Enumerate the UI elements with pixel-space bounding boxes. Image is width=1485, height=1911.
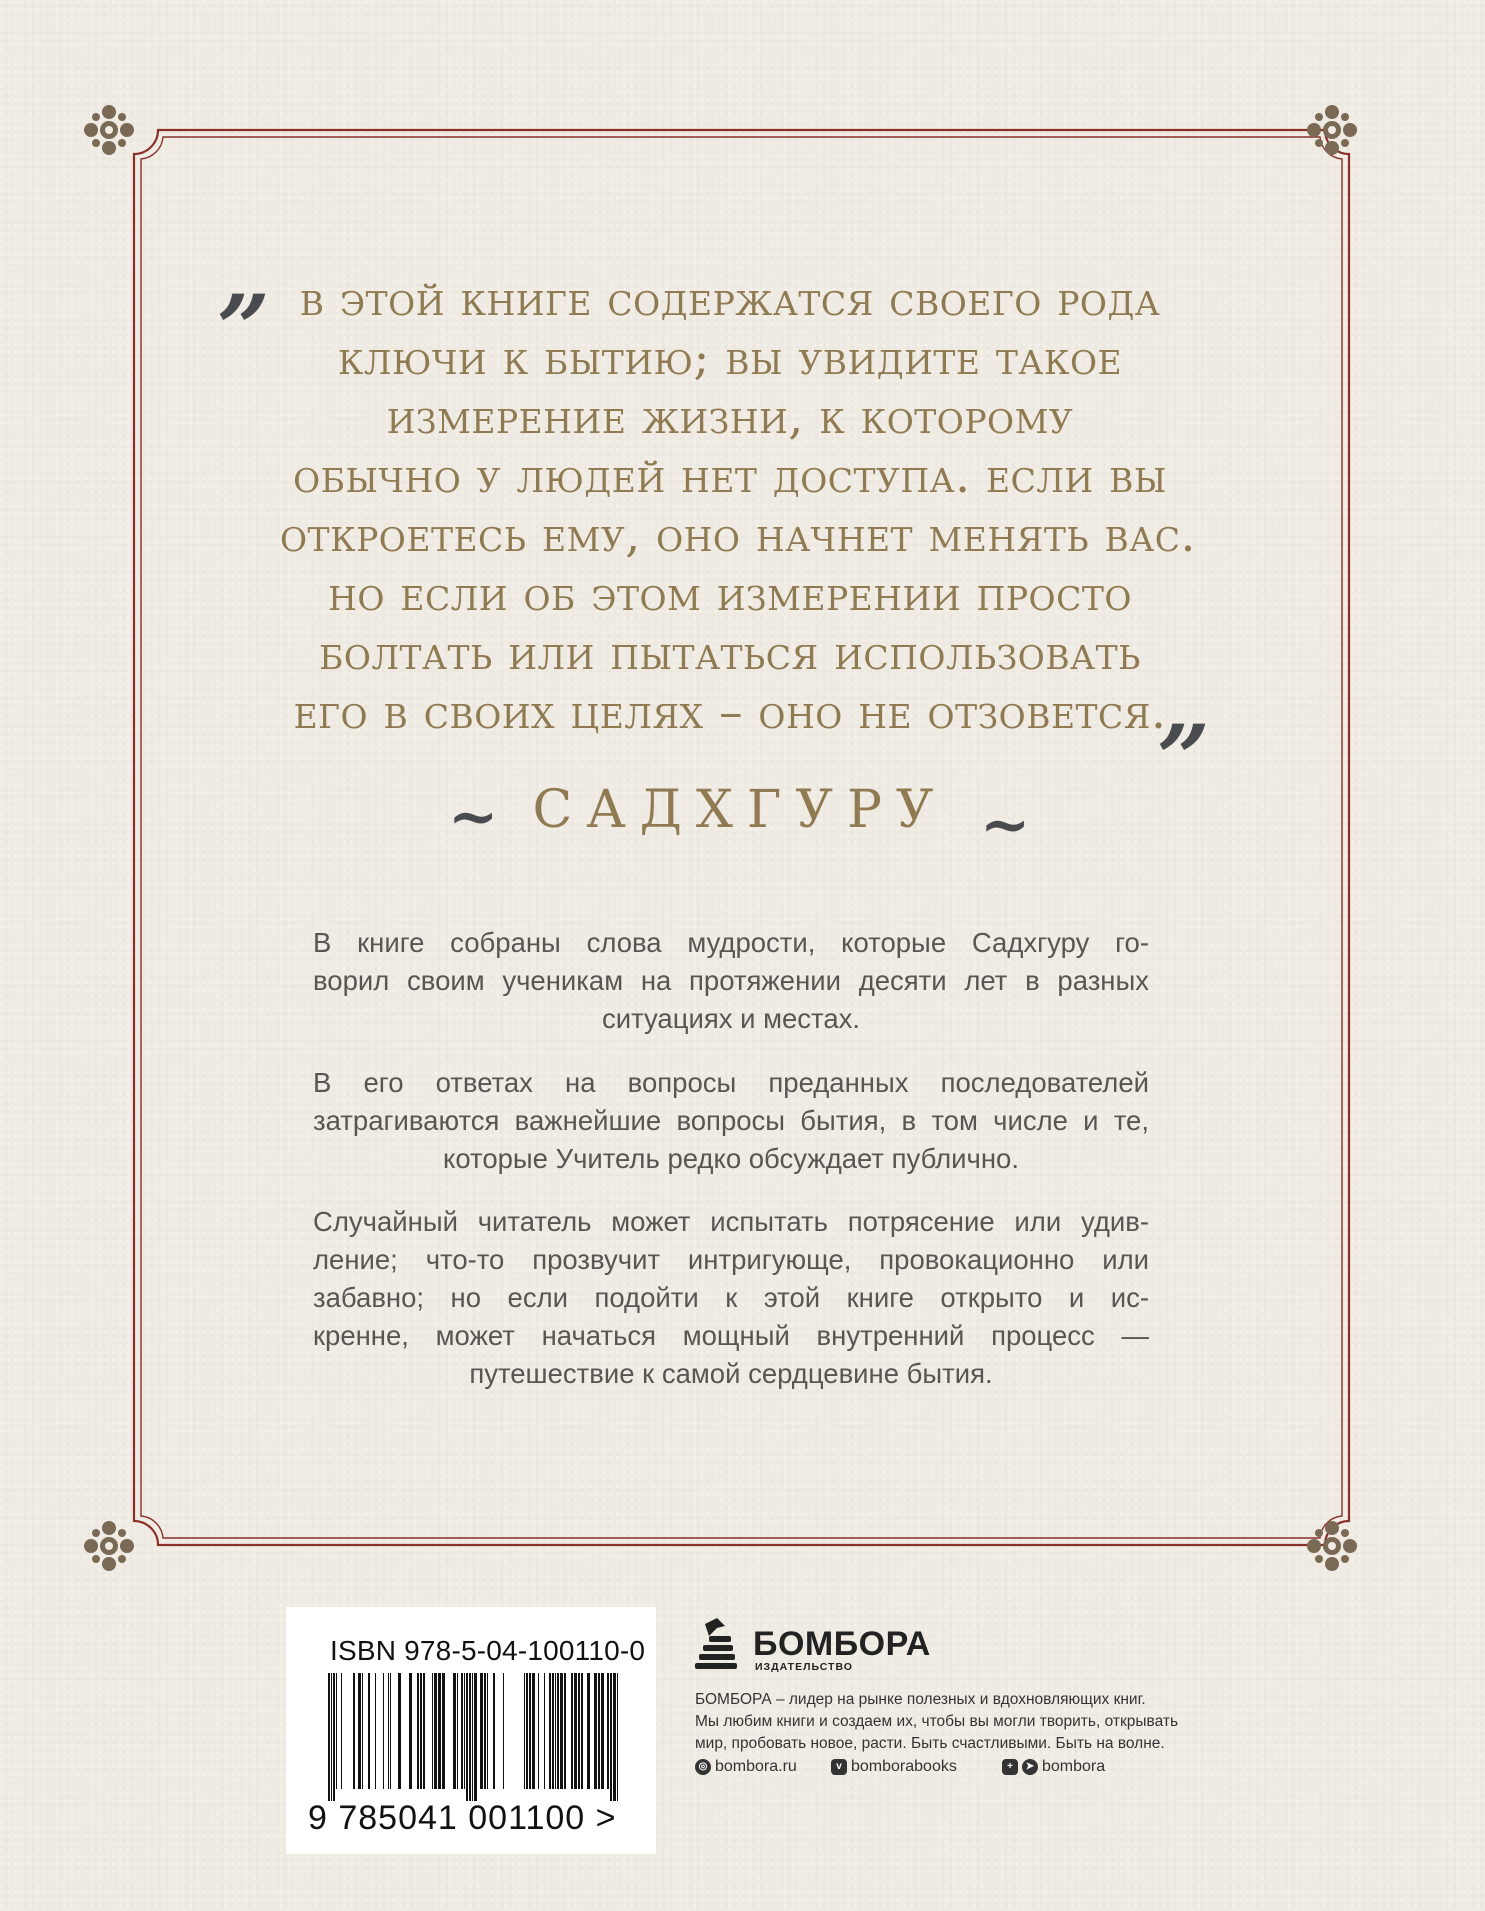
barcode-bar <box>587 1673 590 1789</box>
barcode-bar <box>560 1673 563 1789</box>
quote-line: в этой книге содержатся своего рода <box>299 272 1161 327</box>
barcode-bar <box>549 1673 551 1789</box>
vk-link[interactable] <box>831 1758 957 1776</box>
globe-icon: ◎ <box>695 1759 711 1775</box>
publisher-description <box>695 1689 1255 1755</box>
publisher-description-line: мир, пробовать новое, расти. Быть счастливыми. Быть на волне. <box>695 1735 1165 1752</box>
quote-line: болтать или пытаться использовать <box>319 626 1141 681</box>
left-tilde-ornament: ~ <box>448 782 499 852</box>
paragraph-line: кренне, может начаться мощный внутренний процесс — <box>313 1320 1149 1351</box>
barcode-bar <box>368 1673 370 1789</box>
barcode-bar <box>594 1673 597 1789</box>
right-tilde-ornament: ~ <box>980 790 1031 860</box>
barcode-bar <box>532 1673 535 1789</box>
telegram-icon: ➤ <box>1022 1759 1038 1775</box>
barcode-bar <box>375 1673 376 1789</box>
corner-ornament-bottom-right <box>1306 1520 1358 1572</box>
publisher-logo-icon <box>695 1614 749 1676</box>
quote-line: измерение жизни, к которому <box>386 390 1074 445</box>
corner-ornament-bottom-left <box>83 1520 135 1572</box>
barcode-bar <box>557 1673 559 1789</box>
barcode-bar <box>484 1673 486 1789</box>
barcode-bar <box>578 1673 580 1789</box>
barcode-bar <box>438 1673 441 1789</box>
barcode-bar <box>574 1673 577 1789</box>
paragraph-line: путешествие к самой сердцевине бытия. <box>469 1358 993 1389</box>
barcode-bar <box>398 1673 401 1789</box>
paragraph-line: забавно; но если подойти к этой книге открыто и ис- <box>313 1282 1149 1313</box>
publisher-description-line: Мы любим книги и создаем их, чтобы вы могли творить, открывать <box>695 1713 1179 1730</box>
barcode-bar <box>328 1673 330 1801</box>
barcode-bar <box>409 1673 412 1789</box>
barcode-bar <box>423 1673 425 1789</box>
corner-ornament-top-left <box>83 104 135 156</box>
barcode-bar <box>390 1673 391 1789</box>
website-link[interactable] <box>695 1758 797 1776</box>
barcode-bar <box>336 1673 337 1789</box>
barcode-bar <box>358 1673 361 1789</box>
barcode-bar <box>434 1673 437 1789</box>
description-paragraph <box>313 924 1149 1038</box>
publisher-subtitle: ИЗДАТЕЛЬСТВО <box>755 1661 853 1673</box>
barcode-bar <box>571 1673 573 1789</box>
barcode-bar <box>564 1673 566 1789</box>
barcode-bar <box>555 1673 556 1789</box>
isbn-number: ISBN 978-5-04-100110-0 <box>330 1635 646 1666</box>
close-quote-mark: „ <box>1153 652 1230 760</box>
corner-ornament-top-right <box>1306 104 1358 156</box>
quote-line: обычно у людей нет доступа. если вы <box>293 449 1167 504</box>
description-paragraph <box>313 1064 1149 1178</box>
barcode-bar <box>472 1673 473 1801</box>
barcode-bar <box>544 1673 545 1789</box>
barcode-bar <box>503 1673 504 1789</box>
barcode-bar <box>432 1673 433 1789</box>
barcode-bar <box>466 1673 468 1801</box>
barcode-bar <box>601 1673 604 1789</box>
barcode-bar <box>420 1673 422 1789</box>
website-link-text: bombora.ru <box>715 1758 797 1775</box>
barcode-bar <box>610 1673 612 1801</box>
barcode-bar <box>442 1673 445 1789</box>
paragraph-line: ление; что-то прозвучит интригующе, провокационно или <box>313 1244 1149 1275</box>
barcode-bar <box>341 1673 342 1789</box>
publisher-name: БОМБОРА <box>753 1625 931 1663</box>
epigraph-quote <box>280 270 1196 742</box>
barcode-bar <box>617 1673 618 1801</box>
barcode-bar <box>353 1673 355 1789</box>
barcode-bar <box>464 1673 465 1789</box>
open-quote-mark: „ <box>213 222 290 330</box>
telegram-link[interactable] <box>1002 1758 1105 1776</box>
description-paragraph <box>313 1203 1149 1393</box>
paragraph-line: ситуациях и местах. <box>601 1003 861 1034</box>
quote-line: его в своих целях – оно не отзовется. <box>293 685 1167 740</box>
telegram-link-text: bombora <box>1042 1758 1106 1775</box>
barcode-bar <box>331 1673 332 1801</box>
barcode-bar <box>552 1673 554 1789</box>
barcode-image <box>328 1673 620 1801</box>
barcode-bar <box>581 1673 583 1789</box>
barcode-bar <box>469 1673 471 1801</box>
barcode-bar <box>613 1673 616 1801</box>
author-name: САДХГУРУ <box>532 780 948 840</box>
paragraph-line: В его ответах на вопросы преданных последователей <box>313 1067 1149 1098</box>
barcode-bar <box>362 1673 363 1789</box>
barcode-bar <box>480 1673 483 1789</box>
barcode-bar <box>493 1673 495 1789</box>
barcode-bar <box>598 1673 600 1789</box>
vk-icon: v <box>831 1759 847 1775</box>
vk-link-text: bomborabooks <box>851 1758 957 1775</box>
barcode-bar <box>453 1673 456 1789</box>
barcode-bar <box>388 1673 389 1789</box>
barcode-bar <box>383 1673 384 1789</box>
barcode-bar <box>487 1673 488 1789</box>
publisher-description-line: БОМБОРА – лидер на рынке полезных и вдохновляющих книг. <box>695 1691 1146 1708</box>
plus-icon: + <box>1002 1759 1018 1775</box>
isbn-barcode-box <box>286 1607 656 1854</box>
barcode-bar <box>457 1673 458 1789</box>
barcode-digits: 9 785041 001100 > <box>308 1799 617 1837</box>
quote-line: откроетесь ему, оно начнет менять вас. <box>280 508 1196 563</box>
paragraph-line: ворил своим ученикам на протяжении десяти лет в разных <box>313 965 1149 996</box>
barcode-bar <box>417 1673 419 1789</box>
paragraph-line: которые Учитель редко обсуждает публично. <box>443 1143 1019 1174</box>
paragraph-line: затрагиваются важнейшие вопросы бытия, в том числе и те, <box>313 1105 1149 1136</box>
barcode-bar <box>529 1673 531 1789</box>
paragraph-line: Случайный читатель может испытать потрясение или удив- <box>313 1206 1149 1237</box>
barcode-bar <box>607 1673 609 1789</box>
quote-line: но если об этом измерении просто <box>328 567 1132 622</box>
quote-line: ключи к бытию; вы увидите такое <box>337 331 1123 386</box>
barcode-bar <box>461 1673 463 1789</box>
barcode-bar <box>524 1673 525 1789</box>
barcode-bar <box>526 1673 528 1789</box>
barcode-bar <box>474 1673 477 1801</box>
paragraph-line: В книге собраны слова мудрости, которые Садхгуру го- <box>313 927 1149 958</box>
barcode-bar <box>538 1673 539 1789</box>
barcode-bar <box>333 1673 335 1801</box>
